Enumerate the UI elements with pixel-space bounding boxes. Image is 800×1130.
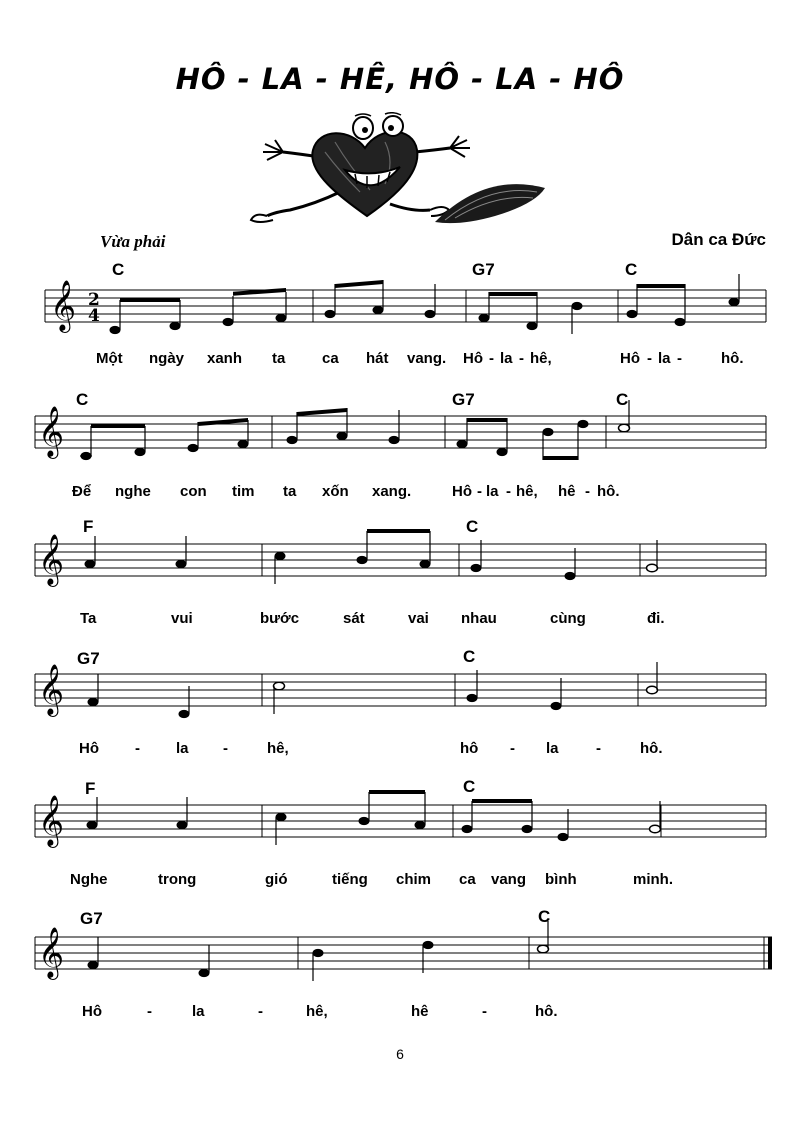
lyric-syllable: tiếng bbox=[332, 871, 368, 888]
lyric-syllable: vang. bbox=[407, 350, 447, 367]
lyric-syllable: đi. bbox=[647, 610, 665, 627]
staff-6 bbox=[0, 905, 800, 1000]
lyric-syllable: - bbox=[482, 1003, 487, 1020]
chord-symbol: C bbox=[466, 517, 479, 536]
staff-4 bbox=[0, 647, 800, 742]
lyric-syllable: ta bbox=[283, 483, 297, 500]
lyric-syllable: sát bbox=[343, 610, 365, 627]
lyric-syllable: - bbox=[519, 350, 524, 367]
lyric-syllable: hê bbox=[558, 483, 576, 500]
chord-symbol: C bbox=[463, 647, 476, 666]
tempo-marking: Vừa phải bbox=[100, 232, 166, 251]
treble-clef-icon: 𝄞 bbox=[38, 927, 65, 978]
lyric-syllable: hô bbox=[460, 740, 479, 757]
music-system-3 bbox=[0, 517, 800, 637]
lyric-syllable: vai bbox=[408, 610, 429, 627]
staff-3 bbox=[0, 517, 800, 612]
lyric-syllable: hô. bbox=[721, 350, 744, 367]
lyric-syllable: minh. bbox=[633, 871, 673, 888]
lyric-syllable: cùng bbox=[550, 610, 586, 627]
lyric-syllable: la bbox=[546, 740, 559, 757]
chord-symbol: C bbox=[625, 260, 638, 279]
lyric-syllable: trong bbox=[158, 871, 197, 888]
lyric-syllable: - bbox=[510, 740, 515, 757]
lyric-syllable: - bbox=[147, 1003, 152, 1020]
lyric-syllable: bước bbox=[260, 610, 300, 627]
music-system-2 bbox=[0, 386, 800, 506]
treble-clef-icon: 𝄞 bbox=[38, 406, 65, 457]
chord-symbol: G7 bbox=[452, 390, 475, 409]
lyric-syllable: bình bbox=[545, 871, 577, 888]
chord-symbol: G7 bbox=[77, 649, 100, 668]
lyric-syllable: hô. bbox=[535, 1003, 558, 1020]
chord-symbol: G7 bbox=[472, 260, 495, 279]
lyric-syllable: hê bbox=[411, 1003, 429, 1020]
lyric-syllable: nhau bbox=[461, 610, 497, 627]
music-system-4 bbox=[0, 647, 800, 767]
lyric-syllable: la bbox=[486, 483, 499, 500]
lyric-syllable: ca bbox=[459, 871, 476, 888]
lyric-syllable: la bbox=[176, 740, 189, 757]
lyric-syllable: con bbox=[180, 483, 207, 500]
lyric-syllable: gió bbox=[265, 871, 288, 888]
chord-symbol: G7 bbox=[80, 909, 103, 928]
lyric-syllable: hê, bbox=[306, 1003, 328, 1020]
heart-character-illustration bbox=[245, 112, 555, 237]
treble-clef-icon: 𝄞 bbox=[38, 664, 65, 715]
lyric-syllable: la bbox=[658, 350, 671, 367]
lyric-syllable: - bbox=[596, 740, 601, 757]
lyric-syllable: - bbox=[585, 483, 590, 500]
lyric-syllable: xốn bbox=[322, 483, 349, 500]
lyric-syllable: - bbox=[647, 350, 652, 367]
lyric-syllable: ngày bbox=[149, 350, 185, 367]
lyric-syllable: xanh bbox=[207, 350, 243, 367]
lyric-syllable: - bbox=[135, 740, 140, 757]
lyric-syllable: - bbox=[489, 350, 494, 367]
lyric-syllable: hê, bbox=[530, 350, 552, 367]
lyric-syllable: - bbox=[223, 740, 228, 757]
lyric-syllable: Hô bbox=[79, 740, 99, 757]
lyric-syllable: - bbox=[477, 483, 482, 500]
time-signature-bottom: 4 bbox=[88, 306, 100, 326]
lyric-syllable: Để bbox=[72, 483, 92, 500]
lyric-syllable: vui bbox=[171, 610, 193, 627]
lyric-syllable: Nghe bbox=[70, 871, 108, 888]
lyric-syllable: la bbox=[500, 350, 513, 367]
music-system-6 bbox=[0, 905, 800, 1025]
lyric-syllable: Ta bbox=[80, 610, 97, 627]
lyric-syllable: Hô bbox=[82, 1003, 102, 1020]
lyric-syllable: Hô bbox=[463, 350, 483, 367]
lyric-syllable: xang. bbox=[372, 483, 412, 500]
page-number: 6 bbox=[396, 1046, 404, 1062]
lyric-syllable: nghe bbox=[115, 483, 151, 500]
lyric-syllable: Hô bbox=[452, 483, 472, 500]
lyric-syllable: hô. bbox=[597, 483, 620, 500]
staff-5 bbox=[0, 777, 800, 872]
time-signature-top: 2 bbox=[88, 290, 100, 310]
composer-credit: Dân ca Đức bbox=[671, 230, 766, 249]
music-system-5 bbox=[0, 777, 800, 897]
treble-clef-icon: 𝄞 bbox=[38, 795, 65, 846]
lyric-syllable: hô. bbox=[640, 740, 663, 757]
chord-symbol: C bbox=[616, 390, 629, 409]
lyric-syllable: ca bbox=[322, 350, 339, 367]
treble-clef-icon: 𝄞 bbox=[50, 280, 77, 331]
chord-symbol: F bbox=[83, 517, 94, 536]
lyric-syllable: hê, bbox=[267, 740, 289, 757]
chord-symbol: C bbox=[112, 260, 125, 279]
lyric-syllable: Hô bbox=[620, 350, 640, 367]
lyric-syllable: Một bbox=[96, 350, 123, 367]
treble-clef-icon: 𝄞 bbox=[38, 534, 65, 585]
song-title: HÔ - LA - HÊ, HÔ - LA - HÔ bbox=[175, 62, 625, 96]
chord-symbol: C bbox=[76, 390, 89, 409]
chord-symbol: C bbox=[463, 777, 476, 796]
lyric-syllable: - bbox=[677, 350, 682, 367]
staff-2 bbox=[0, 386, 800, 481]
lyric-syllable: hê, bbox=[516, 483, 538, 500]
final-barline bbox=[768, 937, 772, 969]
chord-symbol: C bbox=[538, 907, 551, 926]
lyric-syllable: ta bbox=[272, 350, 286, 367]
lyric-syllable: tim bbox=[232, 483, 255, 500]
lyric-syllable: hát bbox=[366, 350, 389, 367]
lyric-syllable: vang bbox=[491, 871, 527, 888]
staff-1 bbox=[0, 250, 800, 345]
chord-symbol: F bbox=[85, 779, 96, 798]
lyric-syllable: - bbox=[506, 483, 511, 500]
lyric-syllable: - bbox=[258, 1003, 263, 1020]
lyric-syllable: la bbox=[192, 1003, 205, 1020]
lyric-syllable: chim bbox=[396, 871, 432, 888]
music-system-1 bbox=[0, 250, 800, 370]
